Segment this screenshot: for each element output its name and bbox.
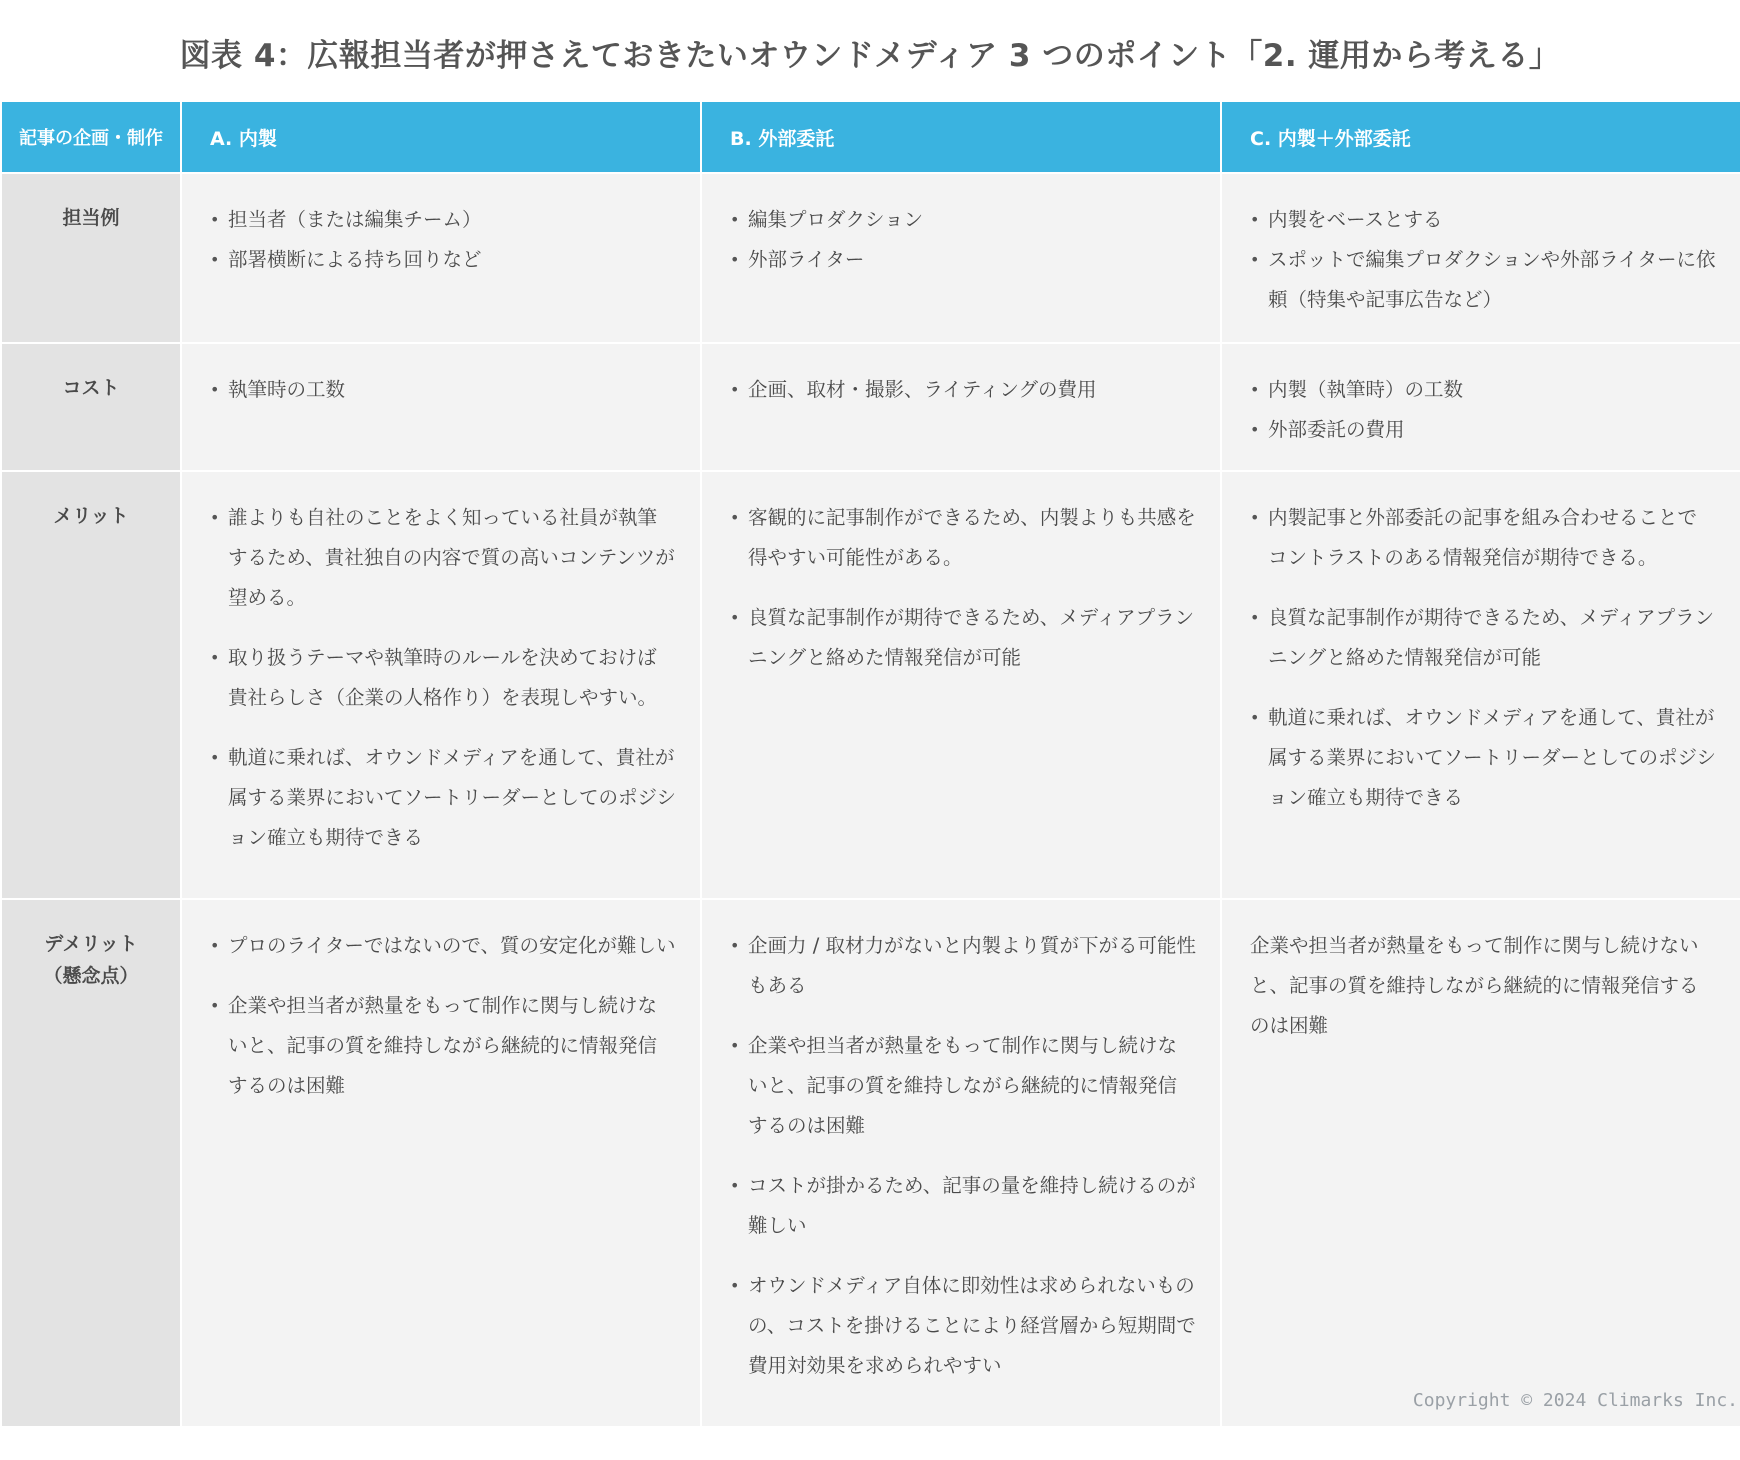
- list-item: [210, 986, 676, 1106]
- list-item: [1250, 598, 1716, 678]
- list-item: [1250, 370, 1716, 410]
- bullet-icon: •: [210, 380, 220, 399]
- bullet-icon: •: [730, 936, 740, 955]
- list-cost-a: [182, 344, 700, 430]
- list-item: [730, 200, 1196, 240]
- bullet-icon: •: [1250, 250, 1260, 269]
- header-col-c-label: C. 内製＋外部委託: [1250, 127, 1411, 150]
- header-col-a-label: A. 内製: [210, 127, 277, 150]
- cell-tanto-b: [701, 173, 1221, 343]
- cell-tanto-a: [181, 173, 701, 343]
- row-merit: [1, 471, 1740, 899]
- list-item: [210, 240, 676, 280]
- list-item: [210, 638, 676, 718]
- list-item-text: 担当者（または編集チーム）: [228, 208, 482, 231]
- cell-merit-a: [181, 471, 701, 899]
- row-label-merit: メリット: [1, 471, 181, 899]
- bullet-icon: •: [210, 996, 220, 1015]
- list-item-text: 企画、取材・撮影、ライティングの費用: [748, 378, 1097, 401]
- bullet-icon: •: [730, 608, 740, 627]
- bullet-icon: •: [730, 250, 740, 269]
- cell-demerit-c: [1221, 899, 1740, 1427]
- bullet-icon: •: [210, 748, 220, 767]
- list-item-text: 企業や担当者が熱量をもって制作に関与し続けないと、記事の質を維持しながら継続的に情報発信するのは困難: [228, 994, 658, 1097]
- list-item: [210, 738, 676, 858]
- list-item: [210, 370, 676, 410]
- copyright-notice: Copyright © 2024 Climarks Inc.: [1412, 1390, 1738, 1411]
- row-label-cost: コスト: [1, 343, 181, 471]
- list-item: [730, 370, 1196, 410]
- list-item-text: 軌道に乗れば、オウンドメディアを通して、貴社が属する業界においてソートリーダーとしてのポジション確立も期待できる: [228, 746, 677, 849]
- list-item-text: 良質な記事制作が期待できるため、メディアプランニングと絡めた情報発信が可能: [748, 606, 1195, 669]
- list-item-text: スポットで編集プロダクションや外部ライターに依頼（特集や記事広告など）: [1268, 248, 1716, 311]
- comparison-table: [0, 100, 1740, 1428]
- list-item-text: オウンドメディア自体に即効性は求められないものの、コストを掛けることにより経営層から短期間で費用対効果を求められやすい: [748, 1274, 1196, 1377]
- list-tanto-b: [702, 174, 1220, 300]
- list-item: [730, 498, 1196, 578]
- list-merit-c: [1222, 472, 1740, 858]
- cell-cost-c: [1221, 343, 1740, 471]
- header-row: [1, 101, 1740, 173]
- list-item-text: 客観的に記事制作ができるため、内製よりも共感を得やすい可能性がある。: [748, 506, 1196, 569]
- bullet-icon: •: [1250, 508, 1260, 527]
- bullet-icon: •: [730, 1036, 740, 1055]
- header-col-a: [181, 101, 701, 173]
- list-item: [730, 598, 1196, 678]
- list-item: [210, 200, 676, 240]
- bullet-icon: •: [730, 508, 740, 527]
- list-merit-b: [702, 472, 1220, 718]
- list-demerit-a: [182, 900, 700, 1146]
- cell-cost-b: [701, 343, 1221, 471]
- list-item-text: 良質な記事制作が期待できるため、メディアプランニングと絡めた情報発信が可能: [1268, 606, 1715, 669]
- row-label-tanto: 担当例: [1, 173, 181, 343]
- header-col-c: [1221, 101, 1740, 173]
- list-item: [1250, 498, 1716, 578]
- row-tanto: [1, 173, 1740, 343]
- cell-merit-b: [701, 471, 1221, 899]
- list-item: [1250, 698, 1716, 818]
- list-item-text: 誰よりも自社のことをよく知っている社員が執筆するため、貴社独自の内容で質の高いコンテンツが望める。: [228, 506, 675, 609]
- bullet-icon: •: [210, 648, 220, 667]
- bullet-icon: •: [210, 508, 220, 527]
- list-item: [1250, 240, 1716, 320]
- header-col-b: [701, 101, 1221, 173]
- list-item-text: 企業や担当者が熱量をもって制作に関与し続けないと、記事の質を維持しながら継続的に情報発信するのは困難: [748, 1034, 1178, 1137]
- demerit-c-text: 企業や担当者が熱量をもって制作に関与し続けないと、記事の質を維持しながら継続的に情報発信するのは困難: [1250, 934, 1699, 1037]
- header-col-b-label: B. 外部委託: [730, 127, 835, 150]
- list-item: [730, 1026, 1196, 1146]
- bullet-icon: •: [730, 1276, 740, 1295]
- list-item-text: 外部委託の費用: [1268, 418, 1405, 441]
- list-item-text: 編集プロダクション: [748, 208, 924, 231]
- cell-cost-a: [181, 343, 701, 471]
- list-cost-c: [1222, 344, 1740, 470]
- header-corner: 記事の企画・制作: [1, 101, 181, 173]
- list-item: [1250, 200, 1716, 240]
- list-demerit-b: [702, 900, 1220, 1426]
- row-demerit: [1, 899, 1740, 1427]
- bullet-icon: •: [1250, 210, 1260, 229]
- bullet-icon: •: [1250, 380, 1260, 399]
- list-item: [210, 498, 676, 618]
- bullet-icon: •: [210, 210, 220, 229]
- cell-tanto-c: [1221, 173, 1740, 343]
- bullet-icon: •: [730, 210, 740, 229]
- bullet-icon: •: [1250, 708, 1260, 727]
- list-item: [730, 1166, 1196, 1246]
- bullet-icon: •: [1250, 608, 1260, 627]
- list-item: [730, 926, 1196, 1006]
- list-item: [730, 240, 1196, 280]
- list-tanto-a: [182, 174, 700, 300]
- list-item-text: 企画力 / 取材力がないと内製より質が下がる可能性もある: [748, 934, 1196, 997]
- list-item-text: 部署横断による持ち回りなど: [228, 248, 482, 271]
- bullet-icon: •: [210, 936, 220, 955]
- bullet-icon: •: [730, 380, 740, 399]
- bullet-icon: •: [210, 250, 220, 269]
- list-item-text: プロのライターではないので、質の安定化が難しい: [228, 934, 676, 957]
- list-item-text: 取り扱うテーマや執筆時のルールを決めておけば貴社らしさ（企業の人格作り）を表現しやすい。: [228, 646, 658, 709]
- list-merit-a: [182, 472, 700, 898]
- list-item-text: コストが掛かるため、記事の量を維持し続けるのが難しい: [748, 1174, 1196, 1237]
- list-item-text: 内製をベースとする: [1268, 208, 1443, 231]
- list-cost-b: [702, 344, 1220, 430]
- list-item-text: 執筆時の工数: [228, 378, 346, 401]
- cell-demerit-a: [181, 899, 701, 1427]
- list-item-text: 軌道に乗れば、オウンドメディアを通して、貴社が属する業界においてソートリーダーとしてのポジション確立も期待できる: [1268, 706, 1717, 809]
- list-item: [1250, 410, 1716, 450]
- list-item-text: 外部ライター: [748, 248, 865, 271]
- list-item: [210, 926, 676, 966]
- page-title: 図表 4：広報担当者が押さえておきたいオウンドメディア 3 つのポイント「2. 運用から考える」: [179, 38, 1561, 74]
- list-tanto-c: [1222, 174, 1740, 340]
- bullet-icon: •: [730, 1176, 740, 1195]
- row-label-demerit-line2: （懸念点）: [43, 965, 139, 987]
- list-item: [730, 1266, 1196, 1386]
- cell-merit-c: [1221, 471, 1740, 899]
- cell-demerit-b: [701, 899, 1221, 1427]
- list-item-text: 内製記事と外部委託の記事を組み合わせることでコントラストのある情報発信が期待できる。: [1268, 506, 1698, 569]
- bullet-icon: •: [1250, 420, 1260, 439]
- row-cost: [1, 343, 1740, 471]
- list-item-text: 内製（執筆時）の工数: [1268, 378, 1464, 401]
- row-label-demerit: [1, 899, 181, 1427]
- row-label-demerit-line1: デメリット: [44, 933, 138, 955]
